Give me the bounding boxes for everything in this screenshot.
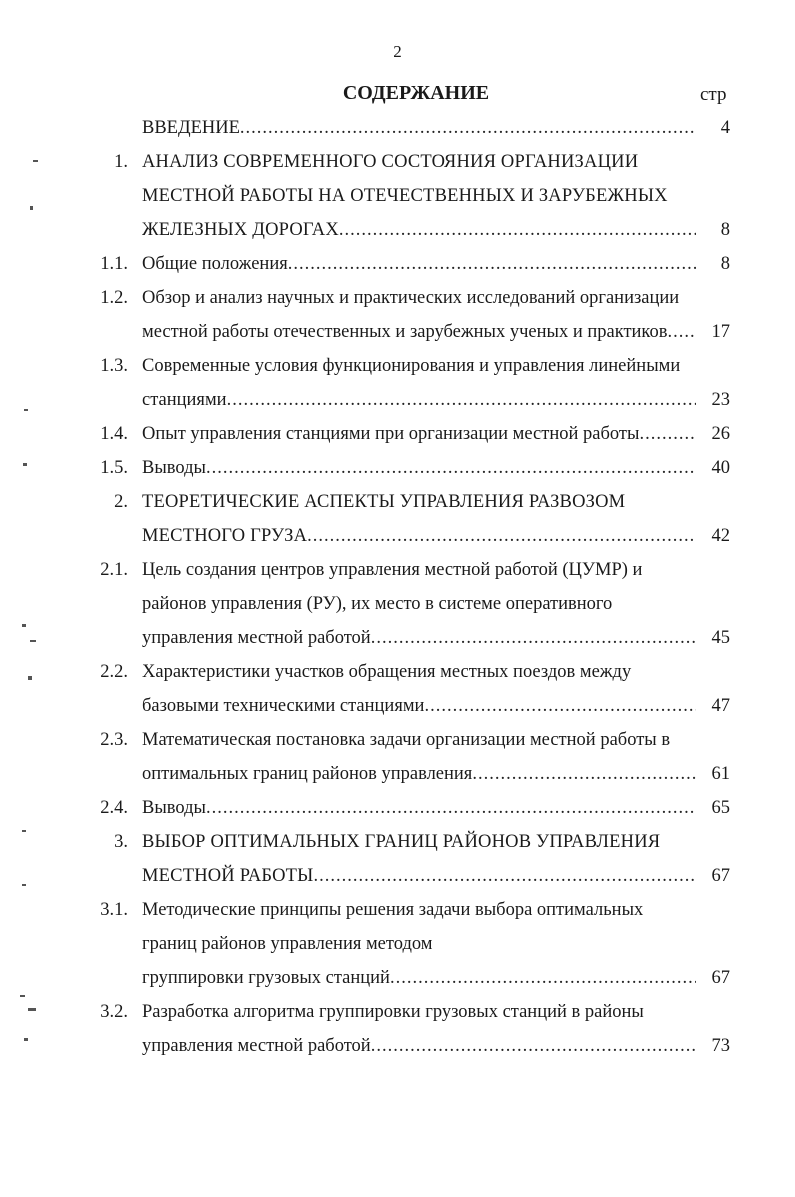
toc-entry-page: 67 — [711, 968, 730, 988]
toc-entry-text: управления местной работой — [142, 1036, 371, 1056]
toc-entry-number: 1.5. — [100, 458, 128, 478]
dot-leader — [313, 862, 696, 890]
toc-entry-text: МЕСТНОЙ РАБОТЫ — [142, 866, 314, 886]
toc-line — [0, 692, 795, 720]
toc-entry-page: 40 — [711, 458, 730, 478]
toc-line — [0, 930, 795, 958]
toc-title: СОДЕРЖАНИЕ — [342, 82, 490, 104]
toc-entry-number: 3.1. — [100, 900, 128, 920]
toc-entry-page: 8 — [720, 220, 730, 240]
toc-entry-text: станциями — [142, 390, 227, 410]
toc-entry-title-with-leader — [142, 692, 696, 720]
toc-entry-text: ВВЕДЕНИЕ — [142, 118, 240, 138]
toc-line — [0, 454, 795, 482]
dot-leader — [227, 386, 696, 414]
toc-entry-number: 2.3. — [100, 730, 128, 750]
toc-entry-number: 2.2. — [100, 662, 128, 682]
toc-entry-text: МЕСТНОГО ГРУЗА — [142, 526, 308, 546]
dot-leader — [206, 454, 696, 482]
toc-entry-page: 45 — [711, 628, 730, 648]
toc-entry-title-with-leader — [142, 216, 696, 244]
dot-leader — [307, 522, 696, 550]
toc-entry-text: Разработка алгоритма группировки грузовых станций в районы — [142, 1002, 644, 1022]
toc-entry-text: Цель создания центров управления местной работой (ЦУМР) и — [142, 560, 643, 580]
dot-leader — [667, 318, 696, 346]
toc-entry-text: Общие положения — [142, 254, 288, 274]
toc-entry-number: 2.1. — [100, 560, 128, 580]
toc-entry-title-with-leader — [142, 250, 696, 278]
toc-entry-page: 65 — [711, 798, 730, 818]
toc-entry-title-with-leader — [142, 114, 696, 142]
dot-leader — [424, 692, 696, 720]
toc-line — [0, 216, 795, 244]
toc-entry-text: ТЕОРЕТИЧЕСКИЕ АСПЕКТЫ УПРАВЛЕНИЯ РАЗВОЗОМ — [142, 492, 626, 512]
toc-entry-text: Методические принципы решения задачи выбора оптимальных — [142, 900, 644, 920]
toc-entry-number: 2.4. — [100, 798, 128, 818]
toc-line — [0, 658, 795, 686]
toc-line — [0, 896, 795, 924]
toc-entry-title-with-leader — [142, 624, 696, 652]
toc-line — [0, 794, 795, 822]
toc-entry-page: 4 — [720, 118, 730, 138]
toc-entry-number: 1.4. — [100, 424, 128, 444]
toc-entry-title-with-leader — [142, 1032, 696, 1060]
toc-entry-page: 67 — [711, 866, 730, 886]
toc-entry-title-with-leader — [142, 862, 696, 890]
toc-line — [0, 114, 795, 142]
toc-line — [0, 964, 795, 992]
toc-line — [0, 182, 795, 210]
dot-leader — [339, 216, 696, 244]
toc-entry-page: 17 — [711, 322, 730, 342]
toc-entry-text: группировки грузовых станций — [142, 968, 390, 988]
dot-leader — [472, 760, 696, 788]
toc-line — [0, 1032, 795, 1060]
toc-line — [0, 590, 795, 618]
toc-entry-title-with-leader — [142, 420, 696, 448]
toc-entry-title-with-leader — [142, 964, 696, 992]
toc-entry-text: Обзор и анализ научных и практических исследований организации — [142, 288, 680, 308]
toc-entry-text: Математическая постановка задачи организации местной работы в — [142, 730, 671, 750]
toc-entry-title-with-leader — [142, 760, 696, 788]
toc-entry-title-with-leader — [142, 318, 696, 346]
toc-entry-text: оптимальных границ районов управления — [142, 764, 473, 784]
toc-entry-title-with-leader — [142, 794, 696, 822]
dot-leader — [206, 794, 696, 822]
toc-entry-title-with-leader — [142, 454, 696, 482]
toc-entry-text: АНАЛИЗ СОВРЕМЕННОГО СОСТОЯНИЯ ОРГАНИЗАЦИИ — [142, 152, 639, 172]
toc-entry-text: ЖЕЛЕЗНЫХ ДОРОГАХ — [142, 220, 339, 240]
toc-entry-text: районов управления (РУ), их место в системе оперативного — [142, 594, 613, 614]
page-column-label: стр — [700, 84, 727, 105]
toc-line — [0, 522, 795, 550]
toc-line — [0, 352, 795, 380]
toc-entry-text: Опыт управления станциями при организации местной работы — [142, 424, 640, 444]
toc-entry-text: ВЫБОР ОПТИМАЛЬНЫХ ГРАНИЦ РАЙОНОВ УПРАВЛЕНИЯ — [142, 832, 661, 852]
toc-entry-text: границ районов управления методом — [142, 934, 433, 954]
toc-line — [0, 624, 795, 652]
toc-line — [0, 862, 795, 890]
toc-entry-title-with-leader — [142, 386, 696, 414]
toc-entry-text: местной работы отечественных и зарубежных ученых и практиков — [142, 322, 668, 342]
toc-entry-text: управления местной работой — [142, 628, 371, 648]
toc-line — [0, 556, 795, 584]
toc-line — [0, 386, 795, 414]
toc-entry-number: 1.1. — [100, 254, 128, 274]
toc-entry-text: МЕСТНОЙ РАБОТЫ НА ОТЕЧЕСТВЕННЫХ И ЗАРУБЕЖНЫХ — [142, 186, 668, 206]
toc-entry-number: 1.3. — [100, 356, 128, 376]
dot-leader — [240, 114, 696, 142]
toc-line — [0, 420, 795, 448]
toc-line — [0, 284, 795, 312]
toc-line — [0, 726, 795, 754]
toc-line — [0, 318, 795, 346]
toc-line — [0, 148, 795, 176]
toc-entry-number: 3.2. — [100, 1002, 128, 1022]
toc-entry-page: 8 — [720, 254, 730, 274]
dot-leader — [371, 624, 696, 652]
toc-entry-number: 3. — [114, 832, 128, 852]
toc-line — [0, 760, 795, 788]
toc-line — [0, 998, 795, 1026]
toc-entry-title-with-leader — [142, 522, 696, 550]
toc-entry-page: 73 — [711, 1036, 730, 1056]
toc-entry-number: 2. — [114, 492, 128, 512]
toc-entry-text: Выводы — [142, 798, 206, 818]
toc-entry-text: Современные условия функционирования и управления линейными — [142, 356, 681, 376]
toc-entry-page: 42 — [711, 526, 730, 546]
toc-entry-page: 61 — [711, 764, 730, 784]
toc-entry-text: Характеристики участков обращения местных поездов между — [142, 662, 632, 682]
toc-line — [0, 828, 795, 856]
toc-entry-page: 47 — [711, 696, 730, 716]
page-number: 2 — [393, 42, 402, 61]
toc-entry-text: Выводы — [142, 458, 206, 478]
toc-line — [0, 488, 795, 516]
dot-leader — [390, 964, 696, 992]
dot-leader — [288, 250, 696, 278]
toc-entry-page: 23 — [711, 390, 730, 410]
dot-leader — [371, 1032, 696, 1060]
toc-entry-number: 1. — [114, 152, 128, 172]
toc-entry-page: 26 — [711, 424, 730, 444]
toc-entry-number: 1.2. — [100, 288, 128, 308]
dot-leader — [639, 420, 696, 448]
toc-line — [0, 250, 795, 278]
toc-entry-text: базовыми техническими станциями — [142, 696, 425, 716]
